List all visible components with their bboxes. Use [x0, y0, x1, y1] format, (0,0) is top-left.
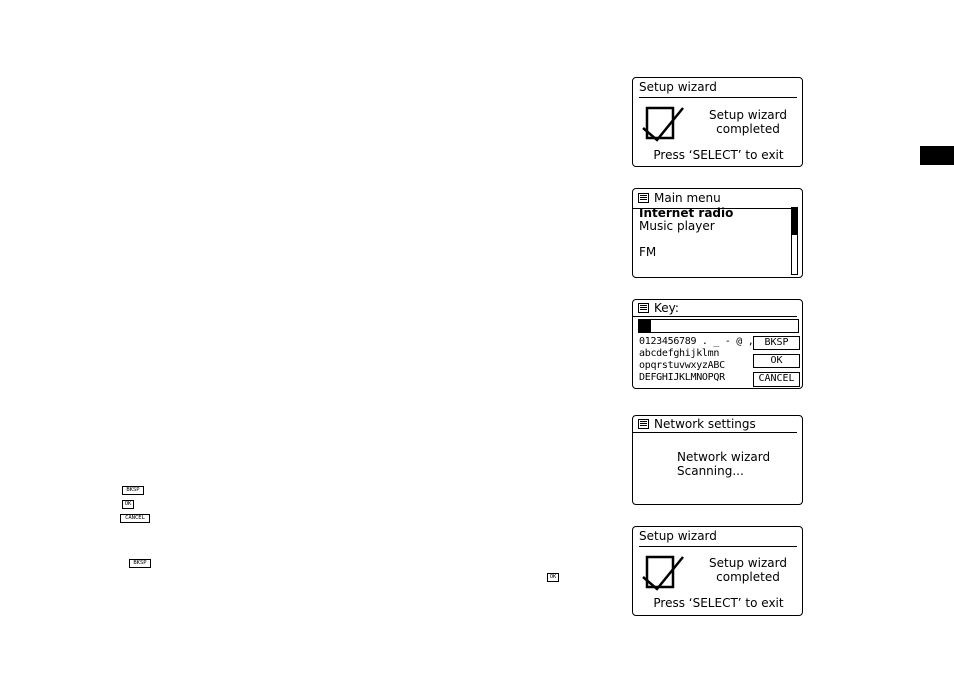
inline-ok-button-2: OK	[547, 573, 559, 582]
text-cursor	[639, 320, 651, 332]
menu-scrollbar[interactable]	[791, 207, 798, 275]
ok-button[interactable]: OK	[753, 354, 800, 368]
lcd-header	[633, 416, 797, 433]
inline-cancel-button: CANCEL	[120, 514, 150, 523]
lcd-header-title: Network settings	[654, 417, 756, 431]
menu-item-music-player[interactable]: Music player	[639, 219, 715, 233]
inline-bksp-button-2: BKSP	[129, 559, 151, 568]
key-row-3[interactable]: opqrstuvwxyzABC	[639, 360, 725, 371]
menu-item-fm[interactable]: FM	[639, 245, 657, 259]
lcd-setup-wizard-completed-final	[632, 526, 803, 616]
lcd-header-title: Main menu	[654, 191, 721, 205]
menu-item-internet-radio[interactable]: Internet radio	[639, 206, 734, 220]
checkmark-icon	[641, 104, 687, 144]
lcd-header	[639, 78, 797, 98]
lcd-header	[639, 527, 797, 547]
completion-message	[693, 108, 803, 136]
inline-ok-button: OK	[122, 500, 134, 509]
exit-hint: Press ‘SELECT’ to exit	[653, 596, 784, 610]
checkmark-icon	[641, 553, 687, 593]
menu-icon	[638, 193, 649, 203]
inline-bksp-button: BKSP	[122, 486, 144, 495]
completion-line-2: completed	[716, 122, 780, 136]
cancel-button[interactable]: CANCEL	[753, 372, 800, 387]
key-row-1[interactable]: 0123456789 . _ - @ ,	[639, 336, 754, 347]
scanning-status: Scanning...	[677, 464, 744, 478]
section-tab-marker	[920, 146, 954, 165]
bksp-button[interactable]: BKSP	[753, 336, 800, 350]
scrollbar-thumb[interactable]	[792, 208, 797, 235]
key-input-field[interactable]	[638, 319, 799, 333]
lcd-key-entry	[632, 299, 803, 389]
exit-hint: Press ‘SELECT’ to exit	[653, 148, 784, 162]
completion-line-2: completed	[716, 570, 780, 584]
lcd-network-settings	[632, 415, 803, 505]
completion-line-1: Setup wizard	[709, 556, 787, 570]
network-wizard-label: Network wizard	[677, 450, 771, 464]
completion-message	[693, 556, 803, 584]
lcd-main-menu	[632, 188, 803, 278]
key-row-2[interactable]: abcdefghijklmn	[639, 348, 720, 359]
lcd-header-title: Setup wizard	[639, 529, 717, 543]
menu-icon	[638, 419, 649, 429]
lcd-header	[633, 300, 797, 317]
completion-line-1: Setup wizard	[709, 108, 787, 122]
menu-icon	[638, 303, 649, 313]
key-row-4[interactable]: DEFGHIJKLMNOPQR	[639, 372, 725, 383]
lcd-header-title: Key:	[654, 301, 679, 315]
lcd-setup-wizard-completed	[632, 77, 803, 167]
lcd-header-title: Setup wizard	[639, 80, 717, 94]
